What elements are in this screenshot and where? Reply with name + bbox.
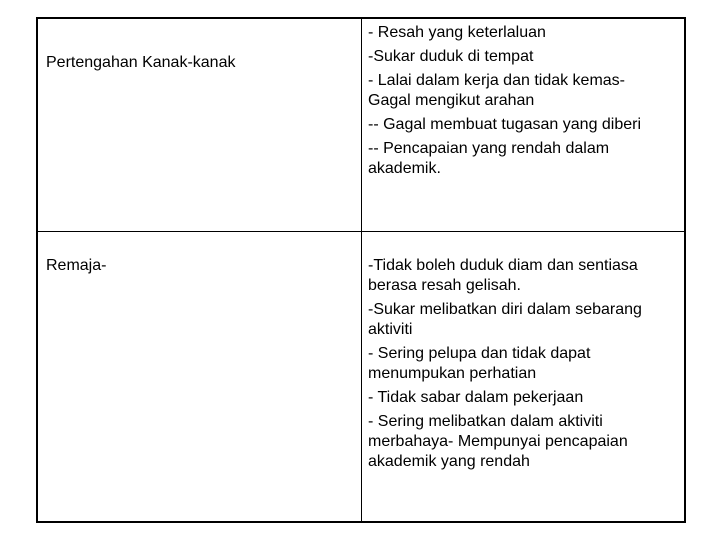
- symptom-line: -- Gagal membuat tugasan yang diberi: [368, 116, 642, 133]
- symptom-line: -Tidak boleh duduk diam dan sentiasa: [368, 257, 638, 274]
- table-row: [38, 232, 684, 523]
- symptom-line: -- Pencapaian yang rendah dalam: [368, 140, 610, 157]
- symptom-line: Gagal mengikut arahan: [368, 92, 535, 109]
- symptom-table: [36, 17, 686, 523]
- symptom-line: merbahaya- Mempunyai pencapaian: [368, 433, 628, 450]
- symptom-line: - Lalai dalam kerja dan tidak kemas-: [368, 72, 626, 89]
- symptom-line: aktiviti: [368, 321, 413, 338]
- symptom-line: menumpukan perhatian: [368, 365, 537, 382]
- symptom-line: akademik.: [368, 160, 441, 177]
- symptom-line: -Sukar melibatkan diri dalam sebarang: [368, 301, 642, 318]
- symptoms-cell: [368, 256, 684, 476]
- symptom-line: - Resah yang keterlaluan: [368, 24, 546, 41]
- symptom-line: - Sering melibatkan dalam aktiviti: [368, 413, 603, 430]
- symptom-line: akademik yang rendah: [368, 453, 530, 470]
- table-row: [38, 19, 684, 232]
- symptom-line: - Sering pelupa dan tidak dapat: [368, 345, 591, 362]
- stage-label: Remaja-: [46, 257, 107, 274]
- stage-label: Pertengahan Kanak-kanak: [46, 54, 236, 71]
- stage-cell: [46, 256, 346, 276]
- symptom-line: - Tidak sabar dalam pekerjaan: [368, 389, 584, 406]
- symptoms-cell: [368, 23, 684, 183]
- symptom-line: -Sukar duduk di tempat: [368, 48, 534, 65]
- symptom-line: berasa resah gelisah.: [368, 277, 521, 294]
- stage-cell: [46, 53, 346, 73]
